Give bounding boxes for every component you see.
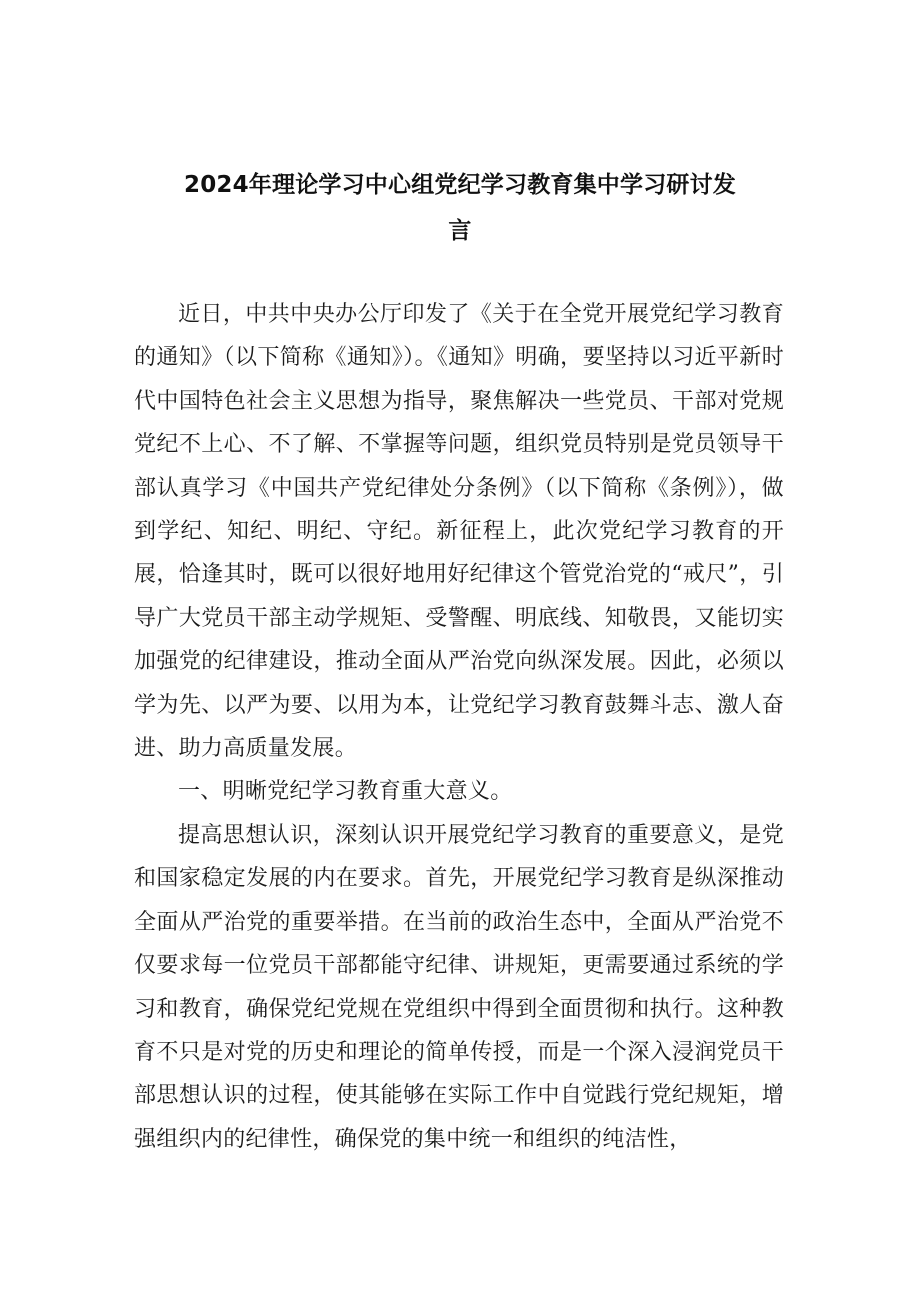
section-heading-1: 一、明晰党纪学习教育重大意义。 [178,779,513,805]
document-body [134,293,784,1161]
title-line-2: 言 [448,218,472,244]
paragraph-intro: 近日，中共中央办公厅印发了《关于在全党开展党纪学习教育的通知》（以下简称《通知》）。《通知》明确，要坚持以习近平新时代中国特色社会主义思想为指导，聚焦解决一些党员、干部对党规党纪不上心、不了解、不掌握等问题，组织党员特别是党员领导干部认真学习《中国共产党纪律处分条例》（以下简称《条例》），做到学纪、知纪、明纪、守纪。新征程上，此次党纪学习教育的开展，恰逢其时，既可以很好地用好纪律这个管党治党的“戒尺”，引导广大党员干部主动学规矩、受警醒、明底线、知敬畏，又能切实加强党的纪律建设，推动全面从严治党向纵深发展。因此，必须以学为先、以严为要、以用为本，让党纪学习教育鼓舞斗志、激人奋进、助力高质量发展。 [134,302,784,762]
paragraph-section-1: 提高思想认识，深刻认识开展党纪学习教育的重要意义，是党和国家稳定发展的内在要求。首先，开展党纪学习教育是纵深推动全面从严治党的重要举措。在当前的政治生态中，全面从严治党不仅要求每一位党员干部都能守纪律、讲规矩，更需要通过系统的学习和教育，确保党纪党规在党组织中得到全面贯彻和执行。这种教育不只是对党的历史和理论的简单传授，而是一个深入浸润党员干部思想认识的过程，使其能够在实际工作中自觉践行党纪规矩，增强组织内的纪律性，确保党的集中统一和组织的纯洁性， [134,822,784,1152]
title-line-1: 2024年理论学习中心组党纪学习教育集中学习研讨发 [183,172,736,198]
document-title [150,162,770,254]
